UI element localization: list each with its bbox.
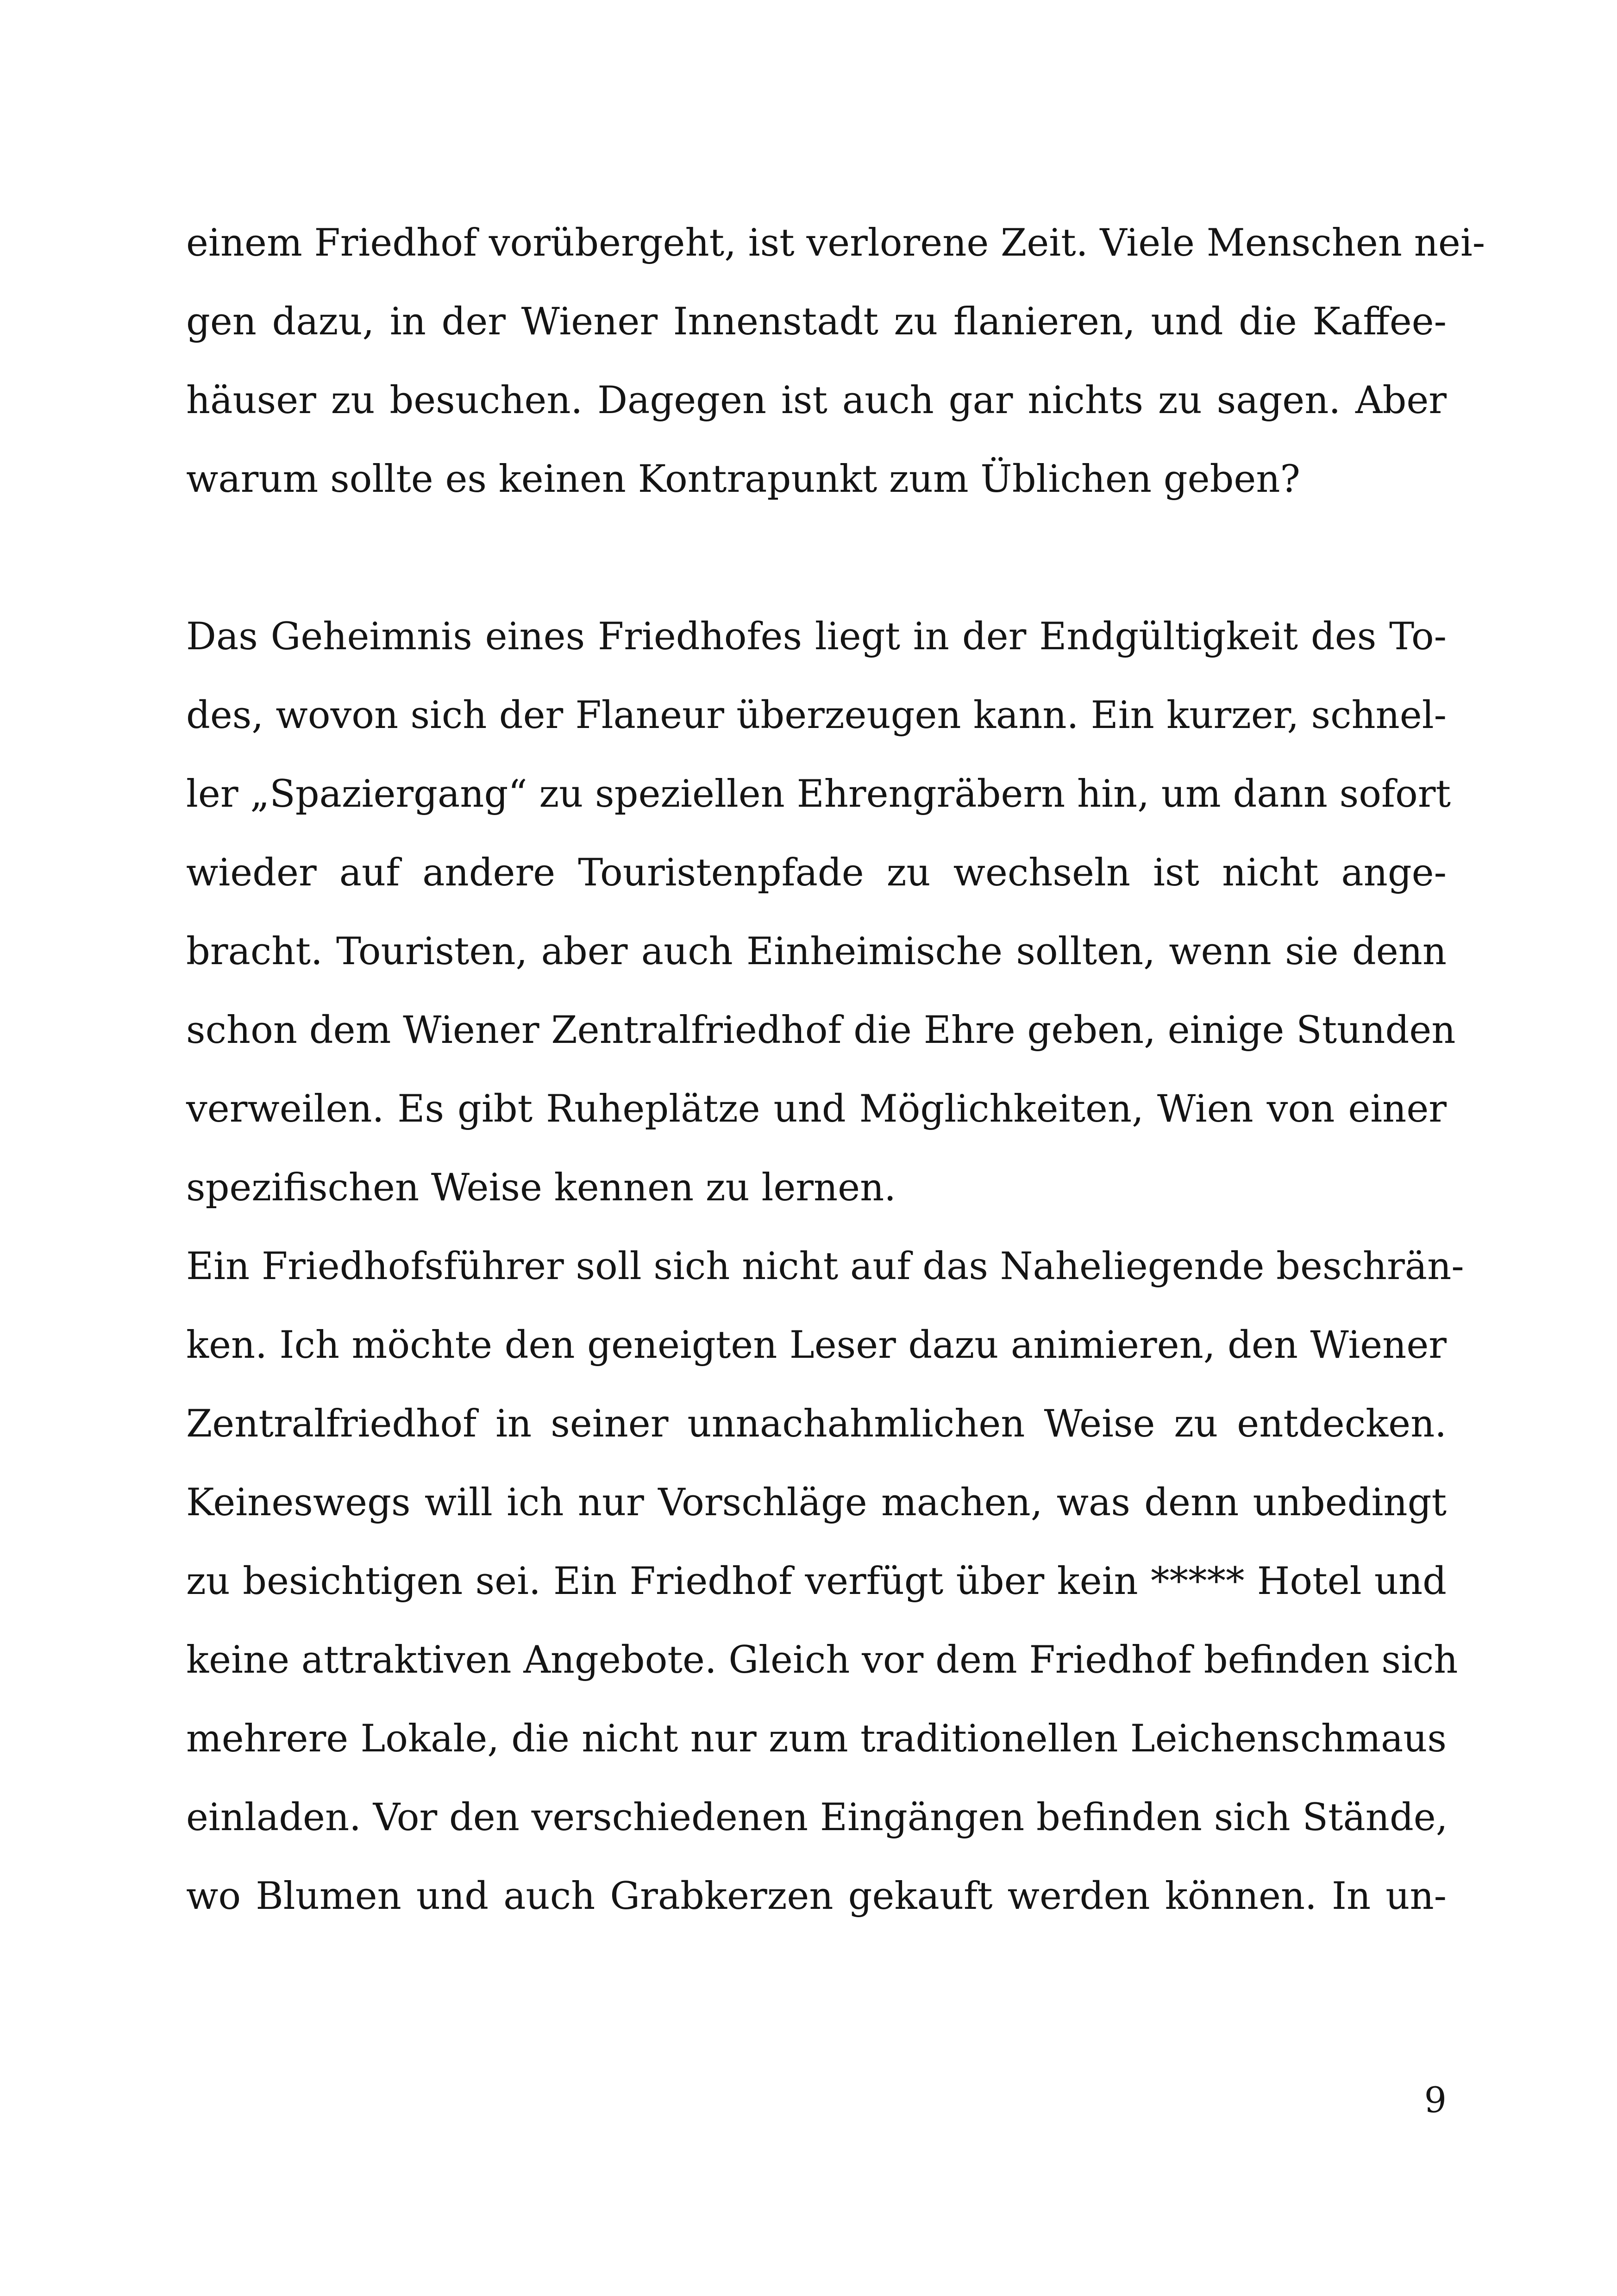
text-line: warum sollte es keinen Kontrapunkt zum Üblichen geben?: [186, 458, 1300, 501]
text-line: ler „Spaziergang“ zu speziellen Ehrengräbern hin, um dann sofort: [186, 772, 1451, 816]
text-line: einem Friedhof vorübergeht, ist verlorene Zeit. Viele Menschen nei-: [186, 221, 1485, 265]
text-line: Zentralfriedhof in seiner unnachahmlichen Weise zu entdecken.: [186, 1402, 1447, 1446]
text-line: schon dem Wiener Zentralfriedhof die Ehre geben, einige Stunden: [186, 1009, 1456, 1052]
text-line: gen dazu, in der Wiener Innenstadt zu flanieren, und die Kaffee-: [186, 300, 1447, 344]
text-line: Keineswegs will ich nur Vorschläge machen, was denn unbedingt: [186, 1481, 1447, 1524]
page-number: 9: [1424, 2079, 1447, 2120]
text-line: häuser zu besuchen. Dagegen ist auch gar nichts zu sagen. Aber: [186, 379, 1447, 422]
text-line: spezifischen Weise kennen zu lernen.: [186, 1166, 896, 1210]
text-line: wieder auf andere Touristenpfade zu wechseln ist nicht ange-: [186, 851, 1447, 895]
text-line: zu besichtigen sei. Ein Friedhof verfügt über kein ***** Hotel und: [186, 1560, 1447, 1603]
text-line: wo Blumen und auch Grabkerzen gekauft werden können. In un-: [186, 1875, 1447, 1918]
text-line: des, wovon sich der Flaneur überzeugen kann. Ein kurzer, schnel-: [186, 694, 1447, 737]
text-line: Ein Friedhofsführer soll sich nicht auf das Naheliegende beschrän-: [186, 1245, 1464, 1288]
text-line: bracht. Touristen, aber auch Einheimische sollten, wenn sie denn: [186, 930, 1447, 973]
text-line: Das Geheimnis eines Friedhofes liegt in der Endgültigkeit des To-: [186, 615, 1447, 659]
text-line: keine attraktiven Angebote. Gleich vor dem Friedhof befinden sich: [186, 1638, 1458, 1682]
text-line: ken. Ich möchte den geneigten Leser dazu animieren, den Wiener: [186, 1324, 1447, 1367]
text-line: mehrere Lokale, die nicht nur zum traditionellen Leichenschmaus: [186, 1717, 1447, 1761]
text-line: verweilen. Es gibt Ruheplätze und Möglichkeiten, Wien von einer: [186, 1087, 1447, 1131]
text-line: einladen. Vor den verschiedenen Eingängen befinden sich Stände,: [186, 1796, 1448, 1839]
